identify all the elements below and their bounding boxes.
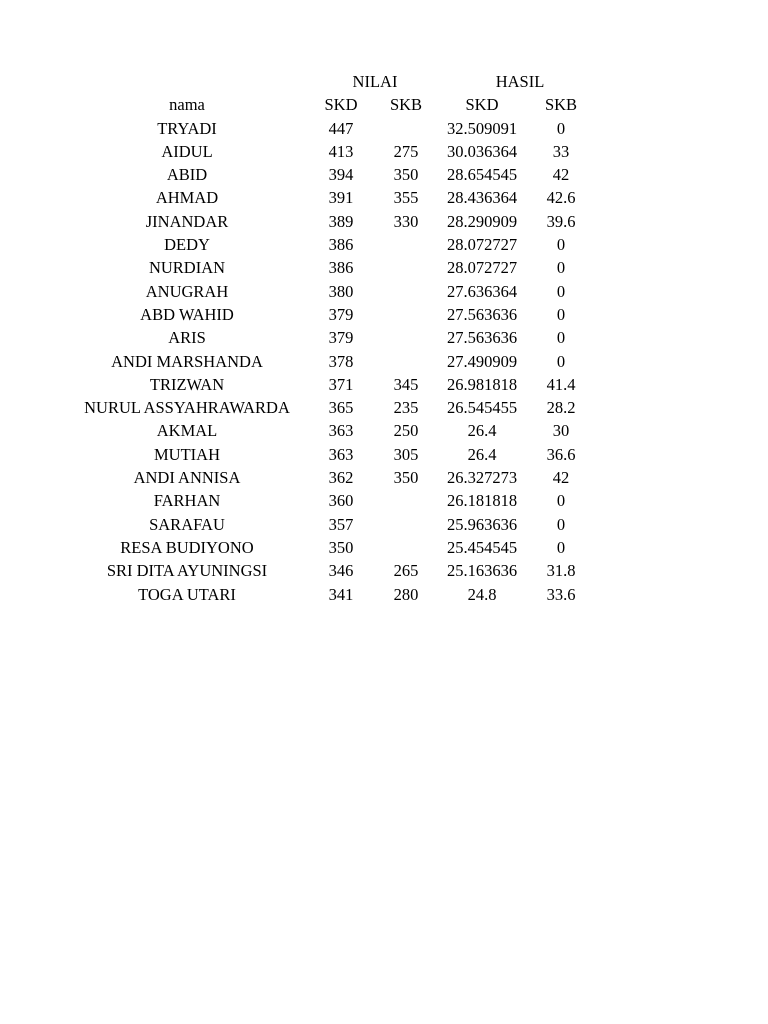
cell-hasil-skd: 24.8 (467, 584, 497, 604)
cell-hasil-skd: 27.563636 (446, 328, 518, 348)
cell-nama: ANDI MARSHANDA (111, 351, 263, 371)
cell-nama: NURDIAN (148, 258, 226, 278)
cell-nilai-skd: 380 (328, 281, 354, 301)
cell-nama: DEDY (164, 235, 210, 255)
group-header-nilai: NILAI (352, 72, 398, 91)
table-body (0, 117, 768, 606)
cell-hasil-skb: 31.8 (546, 561, 576, 581)
cell-nilai-skd: 362 (328, 468, 354, 488)
cell-hasil-skb: 0 (556, 258, 566, 278)
cell-nilai-skd: 350 (328, 537, 354, 557)
cell-hasil-skb: 0 (556, 304, 566, 324)
table-row (0, 233, 768, 256)
cell-nama: AKMAL (156, 421, 218, 441)
cell-nilai-skd: 357 (328, 514, 354, 534)
cell-nilai-skd: 391 (328, 188, 354, 208)
cell-hasil-skd: 28.290909 (446, 211, 518, 231)
cell-hasil-skb: 0 (556, 514, 566, 534)
cell-hasil-skb: 0 (556, 537, 566, 557)
table-row (0, 350, 768, 373)
cell-nama: ANDI ANNISA (133, 468, 241, 488)
table-row (0, 303, 768, 326)
cell-nama: FARHAN (153, 491, 221, 511)
cell-hasil-skd: 28.072727 (446, 258, 518, 278)
cell-hasil-skd: 25.454545 (446, 537, 518, 557)
cell-nilai-skd: 365 (328, 398, 354, 418)
cell-nama: ANUGRAH (145, 281, 229, 301)
cell-nilai-skd: 386 (328, 258, 354, 278)
cell-hasil-skb: 36.6 (546, 444, 576, 464)
cell-nilai-skd: 346 (328, 561, 354, 581)
cell-hasil-skd: 30.036364 (446, 141, 518, 161)
cell-hasil-skb: 42 (552, 165, 570, 185)
cell-nama: ARIS (168, 328, 206, 348)
table-row (0, 256, 768, 279)
cell-nilai-skd: 363 (328, 444, 354, 464)
score-table (0, 70, 768, 606)
cell-nilai-skb: 345 (393, 374, 419, 394)
cell-nama: SARAFAU (149, 514, 225, 534)
cell-nilai-skd: 386 (328, 235, 354, 255)
cell-nilai-skb: 275 (393, 141, 419, 161)
cell-nilai-skd: 447 (328, 118, 354, 138)
cell-hasil-skd: 26.181818 (446, 491, 518, 511)
header-hasil-skb: SKB (544, 95, 578, 115)
cell-hasil-skb: 0 (556, 491, 566, 511)
table-row (0, 280, 768, 303)
cell-hasil-skd: 26.545455 (446, 398, 518, 418)
cell-hasil-skb: 0 (556, 328, 566, 348)
cell-hasil-skb: 0 (556, 281, 566, 301)
table-row (0, 373, 768, 396)
cell-nama: TRIZWAN (149, 374, 225, 394)
table-row (0, 443, 768, 466)
cell-nilai-skd: 360 (328, 491, 354, 511)
cell-nama: AIDUL (161, 141, 213, 161)
table-row (0, 489, 768, 512)
cell-nilai-skd: 341 (328, 584, 354, 604)
cell-hasil-skb: 42 (552, 468, 570, 488)
table-row (0, 583, 768, 606)
table-row (0, 559, 768, 582)
cell-hasil-skb: 0 (556, 118, 566, 138)
table-row (0, 326, 768, 349)
cell-hasil-skb: 28.2 (546, 398, 576, 418)
cell-hasil-skd: 26.4 (467, 421, 497, 441)
cell-nama: RESA BUDIYONO (120, 537, 254, 557)
table-row (0, 513, 768, 536)
table-row (0, 536, 768, 559)
cell-nilai-skd: 379 (328, 328, 354, 348)
cell-hasil-skd: 27.490909 (446, 351, 518, 371)
table-row (0, 163, 768, 186)
cell-nilai-skb: 280 (393, 584, 419, 604)
cell-hasil-skb: 39.6 (546, 211, 576, 231)
cell-nama: ABD WAHID (140, 304, 234, 324)
cell-nilai-skb: 250 (393, 421, 419, 441)
group-header-row (0, 70, 768, 93)
cell-hasil-skb: 42.6 (546, 188, 576, 208)
cell-nama: AHMAD (155, 188, 219, 208)
cell-nama: TOGA UTARI (138, 584, 236, 604)
table-row (0, 117, 768, 140)
cell-hasil-skd: 28.436364 (446, 188, 518, 208)
cell-hasil-skd: 27.563636 (446, 304, 518, 324)
group-header-hasil: HASIL (495, 72, 545, 91)
header-nilai-skb: SKB (389, 95, 423, 115)
header-hasil-skd: SKD (465, 95, 499, 115)
column-header-row (0, 93, 768, 116)
cell-nama: TRYADI (157, 118, 217, 138)
cell-nilai-skb: 235 (393, 398, 419, 418)
cell-hasil-skd: 26.981818 (446, 374, 518, 394)
cell-nama: SRI DITA AYUNINGSI (106, 561, 268, 581)
table-row (0, 419, 768, 442)
cell-nilai-skd: 389 (328, 211, 354, 231)
cell-nilai-skd: 363 (328, 421, 354, 441)
table-row (0, 186, 768, 209)
cell-hasil-skb: 30 (552, 421, 570, 441)
cell-hasil-skd: 28.072727 (446, 235, 518, 255)
cell-nama: ABID (166, 165, 208, 185)
cell-hasil-skd: 28.654545 (446, 165, 518, 185)
cell-nama: MUTIAH (154, 444, 220, 464)
cell-hasil-skb: 33.6 (546, 584, 576, 604)
cell-nilai-skb: 350 (393, 165, 419, 185)
cell-hasil-skd: 32.509091 (446, 118, 518, 138)
cell-hasil-skd: 25.163636 (446, 561, 518, 581)
table-row (0, 396, 768, 419)
table-row (0, 466, 768, 489)
cell-hasil-skb: 0 (556, 351, 566, 371)
cell-nilai-skd: 378 (328, 351, 354, 371)
cell-hasil-skd: 25.963636 (446, 514, 518, 534)
header-nama: nama (169, 95, 205, 115)
cell-nama: JINANDAR (145, 211, 229, 231)
cell-hasil-skb: 0 (556, 235, 566, 255)
cell-nilai-skd: 394 (328, 165, 354, 185)
cell-nilai-skb: 265 (393, 561, 419, 581)
cell-nama: NURUL ASSYAHRAWARDA (84, 398, 290, 418)
cell-nilai-skb: 355 (393, 188, 419, 208)
cell-nilai-skb: 330 (393, 211, 419, 231)
cell-nilai-skd: 413 (328, 141, 354, 161)
table-row (0, 210, 768, 233)
header-nilai-skd: SKD (324, 95, 358, 115)
cell-nilai-skb: 350 (393, 468, 419, 488)
cell-hasil-skb: 41.4 (546, 374, 576, 394)
cell-hasil-skd: 26.327273 (446, 468, 518, 488)
cell-hasil-skd: 26.4 (467, 444, 497, 464)
cell-nilai-skd: 371 (328, 374, 354, 394)
cell-hasil-skb: 33 (552, 141, 570, 161)
cell-nilai-skb: 305 (393, 444, 419, 464)
table-row (0, 140, 768, 163)
cell-hasil-skd: 27.636364 (446, 281, 518, 301)
cell-nilai-skd: 379 (328, 304, 354, 324)
